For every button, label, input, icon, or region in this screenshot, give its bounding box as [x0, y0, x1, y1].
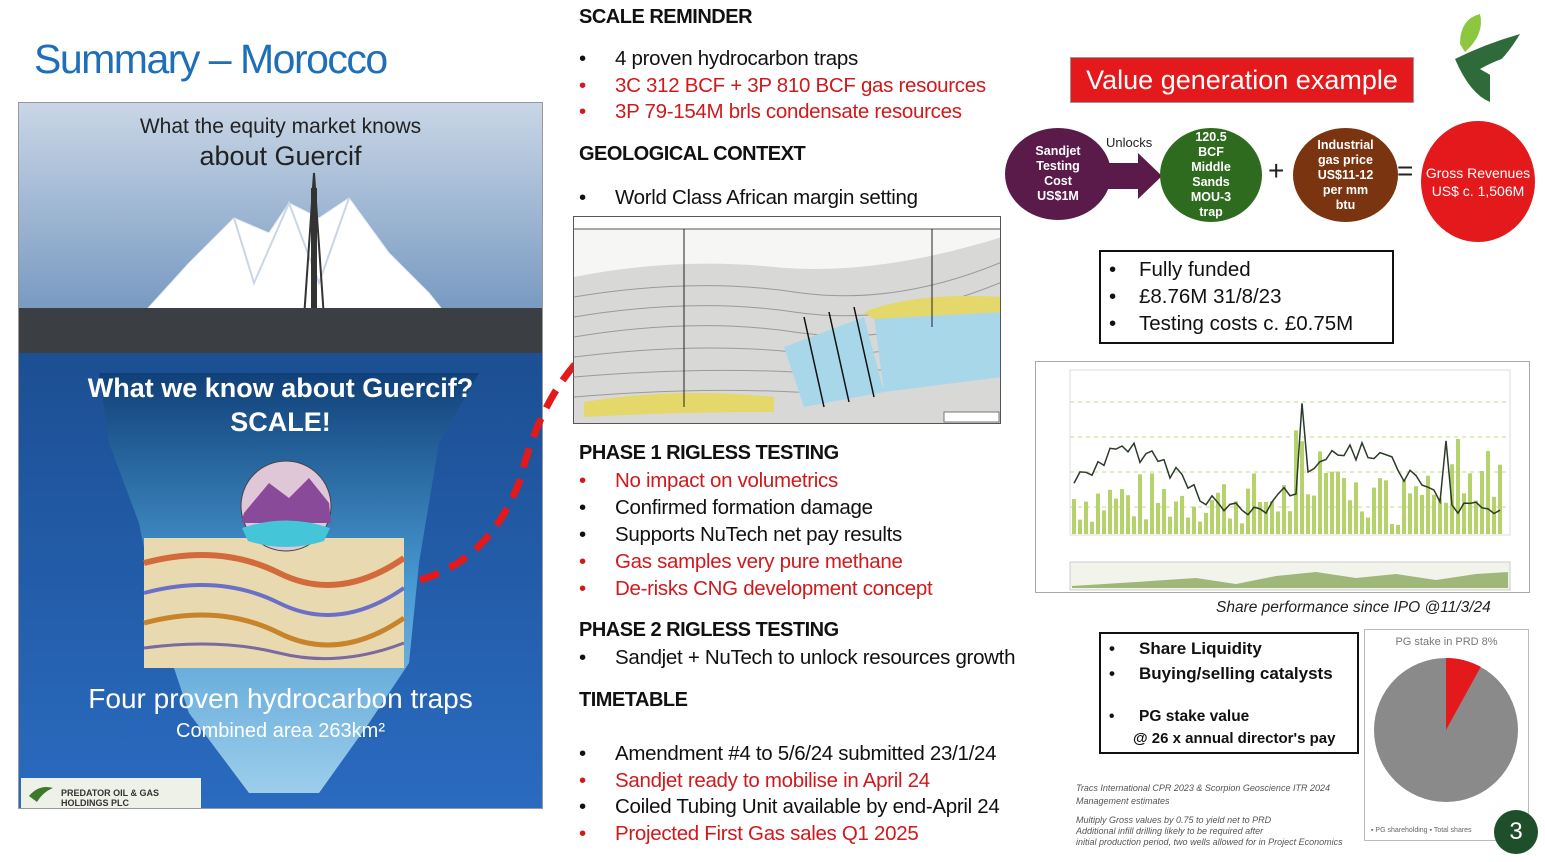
volume-bar — [1426, 476, 1430, 534]
unlocks-arrow-icon — [1108, 153, 1164, 199]
list-item: • Confirmed formation damage — [579, 496, 873, 519]
volume-bar — [1258, 502, 1262, 534]
volume-bar — [1168, 517, 1172, 534]
volume-bar — [1072, 499, 1076, 534]
volume-bar — [1492, 497, 1496, 534]
volume-bar — [1456, 439, 1460, 534]
list-item: • Gas samples very pure methane — [579, 550, 903, 573]
source-note-1: Tracs International CPR 2023 & Scorpion Geoscience ITR 2024 — [1076, 783, 1330, 793]
volume-bar — [1204, 513, 1208, 534]
volume-bar — [1384, 480, 1388, 534]
volume-bar — [1354, 482, 1358, 534]
source-note-4: Additional infill drilling likely to be required after — [1076, 826, 1264, 836]
page-number-badge: 3 — [1494, 810, 1538, 854]
list-item: • 3P 79-154M brls condensate resources — [579, 100, 962, 123]
volume-bar — [1234, 501, 1238, 534]
predator-brand — [21, 778, 201, 808]
volume-bar — [1162, 489, 1166, 534]
volume-bar — [1156, 503, 1160, 534]
heading-timetable: TIMETABLE — [579, 689, 688, 711]
volume-bar — [1444, 503, 1448, 534]
volume-bar — [1186, 518, 1190, 534]
list-item: • Supports NuTech net pay results — [579, 523, 902, 546]
list-item: • Amendment #4 to 5/6/24 submitted 23/1/24 — [579, 742, 997, 765]
poster-question: What we know about Guercif? — [87, 373, 474, 403]
volume-bar — [1360, 511, 1364, 534]
company-leaf-logo-icon — [1440, 14, 1530, 106]
volume-bar — [1198, 522, 1202, 534]
source-note-2: Management estimates — [1076, 796, 1170, 806]
heading-geological-context: GEOLOGICAL CONTEXT — [579, 143, 806, 165]
volume-bar — [1144, 519, 1148, 534]
pg-stake-pie-chart — [1364, 629, 1529, 841]
volume-bar — [1342, 478, 1346, 534]
volume-bar — [1372, 488, 1376, 534]
predator-logo-icon — [27, 782, 55, 804]
volume-bar — [1150, 473, 1154, 534]
list-item: • No impact on volumetrics — [579, 469, 838, 492]
volume-bar — [1330, 472, 1334, 534]
list-item: • De-risks CNG development concept — [579, 577, 933, 600]
volume-bar — [1300, 441, 1304, 534]
source-note-5: initial production period, two wells allowed for in Project Economics — [1076, 837, 1343, 847]
unlocks-label: Unlocks — [1106, 135, 1153, 150]
volume-bar — [1078, 520, 1082, 534]
equals-sign: = — [1397, 155, 1414, 186]
volume-bar — [1420, 495, 1424, 534]
heading-scale-reminder: SCALE REMINDER — [579, 6, 753, 28]
volume-bar — [1180, 496, 1184, 534]
volume-bar — [1192, 507, 1196, 534]
list-item: • Fully funded — [1109, 258, 1251, 281]
poster-line-1: What the equity market knows — [139, 115, 422, 138]
volume-bar — [1474, 501, 1478, 534]
volume-bar — [1090, 522, 1094, 534]
list-item: • World Class African margin setting — [579, 186, 918, 209]
list-item-continued: @ 26 x annual director's pay — [1133, 730, 1336, 747]
pie-legend: ▪ PG shareholding ▪ Total shares — [1371, 827, 1472, 834]
volume-bar — [1120, 489, 1124, 534]
volume-bar — [1438, 498, 1442, 534]
volume-bar — [1264, 502, 1268, 534]
volume-bar — [1210, 500, 1214, 534]
volume-bar — [1126, 495, 1130, 534]
poster-line-2: about Guercif — [199, 141, 362, 171]
brand-name: PREDATOR OIL & GAS HOLDINGS PLC — [61, 788, 160, 808]
pie-title: PG stake in PRD 8% — [1395, 636, 1498, 648]
source-note-3: Multiply Gross values by 0.75 to yield net to PRD — [1076, 815, 1272, 825]
volume-bar — [1132, 516, 1136, 534]
volume-bar — [1486, 451, 1490, 534]
volume-bar — [1252, 473, 1256, 534]
volume-bar — [1306, 494, 1310, 534]
poster-line-6: Combined area 263km² — [176, 720, 385, 742]
volume-bar — [1138, 474, 1142, 534]
list-item: • Sandjet ready to mobilise in April 24 — [579, 769, 930, 792]
volume-bar — [1312, 496, 1316, 534]
bcf-resource-circle: 120.5 BCF Middle Sands MOU-3 trap — [1160, 128, 1262, 222]
seismic-illustration — [574, 217, 1001, 424]
volume-bar — [1414, 486, 1418, 534]
list-item: • 4 proven hydrocarbon traps — [579, 47, 858, 70]
pie-graphic — [1365, 630, 1530, 842]
volume-bar — [1216, 493, 1220, 534]
liquidity-box — [1099, 632, 1359, 754]
volume-bar — [1240, 523, 1244, 534]
plus-sign: + — [1268, 155, 1285, 186]
volume-bar — [1246, 489, 1250, 534]
volume-bar — [1402, 480, 1406, 534]
list-item: • Sandjet + NuTech to unlock resources growth — [579, 646, 1016, 669]
volume-bar — [1228, 519, 1232, 534]
volume-bar — [1102, 510, 1106, 534]
list-item: • 3C 312 BCF + 3P 810 BCF gas resources — [579, 74, 986, 97]
volume-bar — [1288, 511, 1292, 534]
volume-bar — [1378, 478, 1382, 534]
volume-bar — [1084, 502, 1088, 534]
volume-bar — [1336, 472, 1340, 534]
volume-bar — [1324, 473, 1328, 534]
heading-phase-2: PHASE 2 RIGLESS TESTING — [579, 619, 839, 641]
volume-bar — [1114, 499, 1118, 534]
list-item: • PG stake value — [1109, 708, 1250, 725]
volume-bar — [1408, 493, 1412, 534]
volume-bar — [1348, 500, 1352, 534]
volume-bar — [1498, 465, 1502, 534]
volume-bar — [1174, 501, 1178, 534]
poster-line-5: Four proven hydrocarbon traps — [88, 683, 473, 714]
poster-scale: SCALE! — [230, 407, 331, 437]
list-item: • Testing costs c. £0.75M — [1109, 312, 1354, 335]
funding-box — [1099, 250, 1394, 344]
gross-revenue-circle: Gross Revenues US$ c. 1,506M — [1421, 121, 1535, 242]
volume-bar — [1462, 493, 1466, 534]
volume-bar — [1108, 490, 1112, 534]
share-performance-caption: Share performance since IPO @11/3/24 — [1216, 599, 1491, 616]
list-item: • Coiled Tubing Unit available by end-April 24 — [579, 795, 1000, 818]
volume-bar — [1096, 494, 1100, 534]
sandjet-cost-circle: Sandjet Testing Cost US$1M — [1005, 128, 1111, 220]
volume-bar — [1480, 471, 1484, 534]
volume-bar — [1432, 495, 1436, 534]
list-item: • Projected First Gas sales Q1 2025 — [579, 822, 919, 845]
share-chart-image — [1036, 362, 1531, 594]
list-item: • £8.76M 31/8/23 — [1109, 285, 1282, 308]
value-generation-banner: Value generation example — [1070, 57, 1414, 103]
heading-phase-1: PHASE 1 RIGLESS TESTING — [579, 442, 839, 464]
volume-bar — [1390, 524, 1394, 534]
volume-bar — [1396, 525, 1400, 534]
seismic-section-image — [573, 216, 1001, 424]
list-item: • Buying/selling catalysts — [1109, 664, 1333, 683]
gas-price-circle: Industrial gas price US$11-12 per mm btu — [1293, 128, 1398, 222]
volume-bar — [1276, 511, 1280, 534]
volume-bar — [1366, 518, 1370, 534]
share-performance-chart — [1035, 361, 1530, 593]
list-item: • Share Liquidity — [1109, 639, 1262, 658]
volume-bar — [1282, 485, 1286, 534]
page-title: Summary – Morocco — [34, 36, 387, 82]
